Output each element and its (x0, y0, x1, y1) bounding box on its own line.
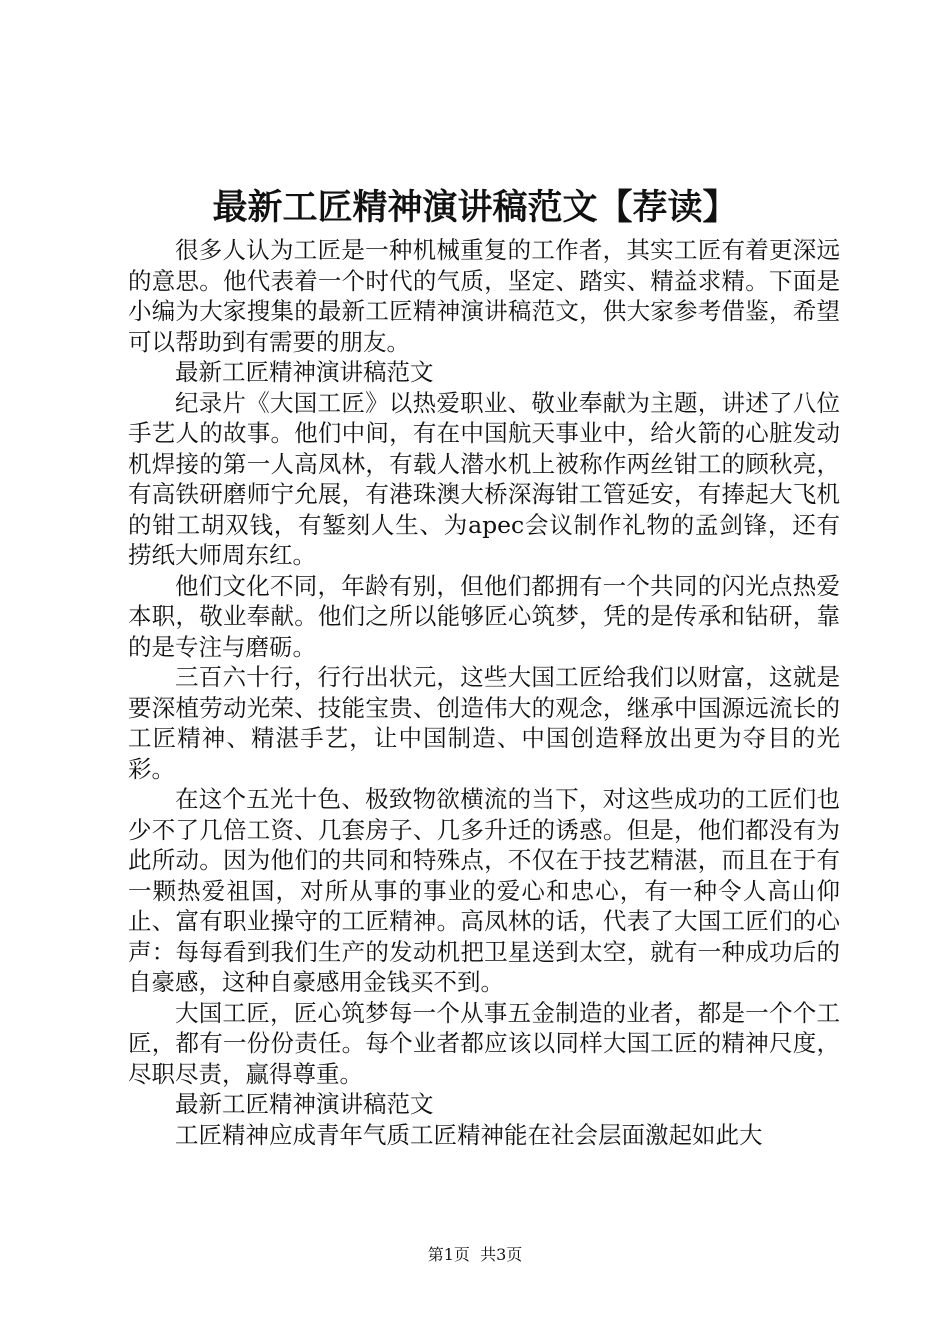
page-total: 共3页 (480, 1245, 523, 1264)
paragraph: 他们文化不同，年龄有别，但他们都拥有一个共同的闪光点热爱本职，敬业奉献。他们之所以能够匠心筑梦，凭的是传承和钻研，靠的是专注与磨砺。 (128, 571, 840, 661)
section-heading: 最新工匠精神演讲稿范文 (175, 1090, 434, 1118)
paragraph-intro: 很多人认为工匠是一种机械重复的工作者，其实工匠有着更深远的意思。他代表着一个时代的气质，坚定、踏实、精益求精。下面是小编为大家搜集的最新工匠精神演讲稿范文，供大家参考借鉴，希望可以帮助到有需要的朋友。 (128, 236, 840, 356)
document-body (128, 235, 840, 1150)
paragraph: 在这个五光十色、极致物欲横流的当下，对这些成功的工匠们也少不了几倍工资、几套房子、几多升迁的诱惑。但是，他们都没有为此所动。因为他们的共同和特殊点，不仅在于技艺精湛，而且在于有一颗热爱祖国，对所从事的事业的爱心和忠心，有一种令人高山仰止、富有职业操守的工匠精神。高凤林的话，代表了大国工匠们的心声：每每看到我们生产的发动机把卫星送到太空，就有一种成功后的自豪感，这种自豪感用金钱买不到。 (128, 785, 840, 996)
paragraph: 三百六十行，行行出状元，这些大国工匠给我们以财富，这就是要深植劳动光荣、技能宝贵、创造伟大的观念，继承中国源远流长的工匠精神、精湛手艺，让中国制造、中国创造释放出更为夺目的光彩。 (128, 663, 840, 783)
page-number: 第1页 (427, 1245, 470, 1264)
document-title: 最新工匠精神演讲稿范文【荐读】 (212, 187, 738, 228)
section-heading: 最新工匠精神演讲稿范文 (175, 358, 434, 386)
page-footer (0, 1243, 950, 1267)
paragraph: 工匠精神应成青年气质工匠精神能在社会层面激起如此大 (175, 1120, 763, 1149)
paragraph: 纪录片《大国工匠》以热爱职业、敬业奉献为主题，讲述了八位手艺人的故事。他们中间，有在中国航天事业中，给火箭的心脏发动机焊接的第一人高凤林，有载人潜水机上被称作两丝钳工的顾秋亮，有高铁研磨师宁允展，有港珠澳大桥深海钳工管延安，有捧起大飞机的钳工胡双钱，有錾刻人生、为apec会议制作礼物的孟剑锋，还有捞纸大师周东红。 (128, 388, 840, 569)
paragraph: 大国工匠，匠心筑梦每一个从事五金制造的业者，都是一个个工匠，都有一份份责任。每个业者都应该以同样大国工匠的精神尺度，尽职尽责，赢得尊重。 (128, 998, 840, 1088)
